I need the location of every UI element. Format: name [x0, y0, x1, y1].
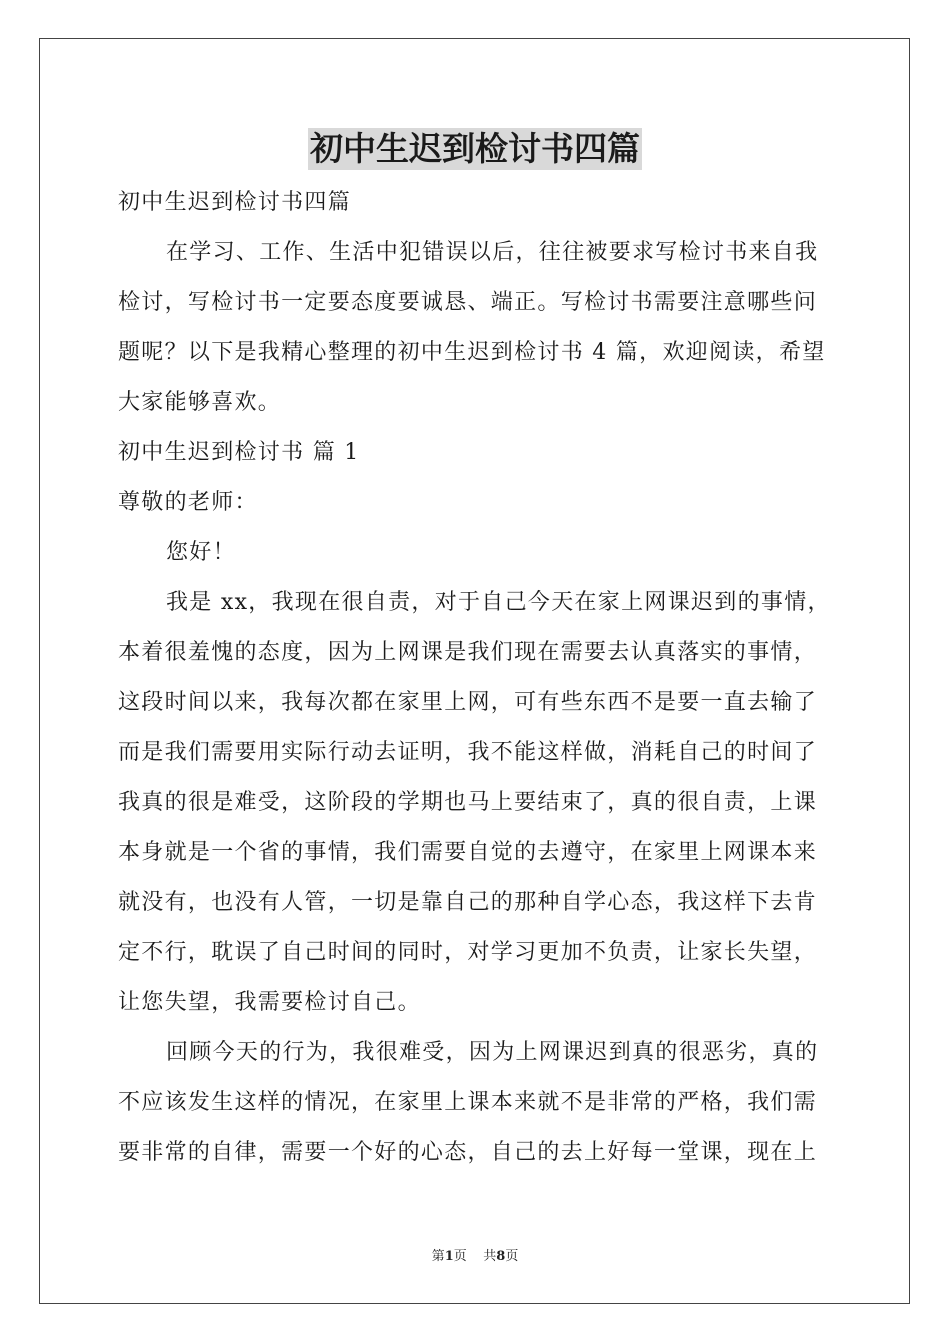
text-line: 本着很羞愧的态度，因为上网课是我们现在需要去认真落实的事情， [118, 640, 818, 665]
text-line: 题呢？以下是我精心整理的初中生迟到检讨书 4 篇，欢迎阅读，希望 [118, 340, 826, 365]
page-footer [0, 1245, 950, 1264]
text-line: 您好！ [166, 540, 236, 565]
document-body [118, 178, 834, 1178]
text-line: 初中生迟到检讨书 篇 1 [118, 440, 360, 465]
text-line: 而是我们需要用实际行动去证明，我不能这样做，消耗自己的时间了 [118, 740, 818, 765]
title-wrap [0, 128, 950, 170]
text-line: 我真的很是难受，这阶段的学期也马上要结束了，真的很自责，上课 [118, 790, 818, 815]
document-title: 初中生迟到检讨书四篇 [310, 129, 640, 168]
text-line: 本身就是一个省的事情，我们需要自觉的去遵守，在家里上网课本来 [118, 840, 818, 865]
text-line: 在学习、工作、生活中犯错误以后，往往被要求写检讨书来自我 [166, 240, 819, 265]
text-line: 就没有，也没有人管，一切是靠自己的那种自学心态，我这样下去肯 [118, 890, 818, 915]
text-line: 不应该发生这样的情况，在家里上课本来就不是非常的严格，我们需 [118, 1090, 818, 1115]
footer-suffix: 页 [505, 1249, 519, 1264]
footer-prefix: 第 [431, 1249, 445, 1264]
text-line: 尊敬的老师： [118, 490, 258, 515]
footer-total-pages: 8 [496, 1249, 506, 1264]
text-line: 让您失望，我需要检讨自己。 [118, 990, 421, 1015]
footer-mid: 页 共 [453, 1249, 497, 1264]
text-line: 要非常的自律，需要一个好的心态，自己的去上好每一堂课，现在上 [118, 1140, 818, 1165]
text-line: 检讨，写检讨书一定要态度要诚恳、端正。写检讨书需要注意哪些问 [118, 290, 818, 315]
text-line: 回顾今天的行为，我很难受，因为上网课迟到真的很恶劣，真的 [166, 1040, 819, 1065]
text-line: 定不行，耽误了自己时间的同时，对学习更加不负责，让家长失望， [118, 940, 818, 965]
footer-page-number: 1 [444, 1249, 454, 1264]
text-line: 初中生迟到检讨书四篇 [118, 190, 352, 215]
text-line: 大家能够喜欢。 [118, 390, 282, 415]
text-line: 这段时间以来，我每次都在家里上网，可有些东西不是要一直去输了 [118, 690, 818, 715]
text-line: 我是 xx，我现在很自责，对于自己今天在家上网课迟到的事情， [166, 590, 831, 615]
